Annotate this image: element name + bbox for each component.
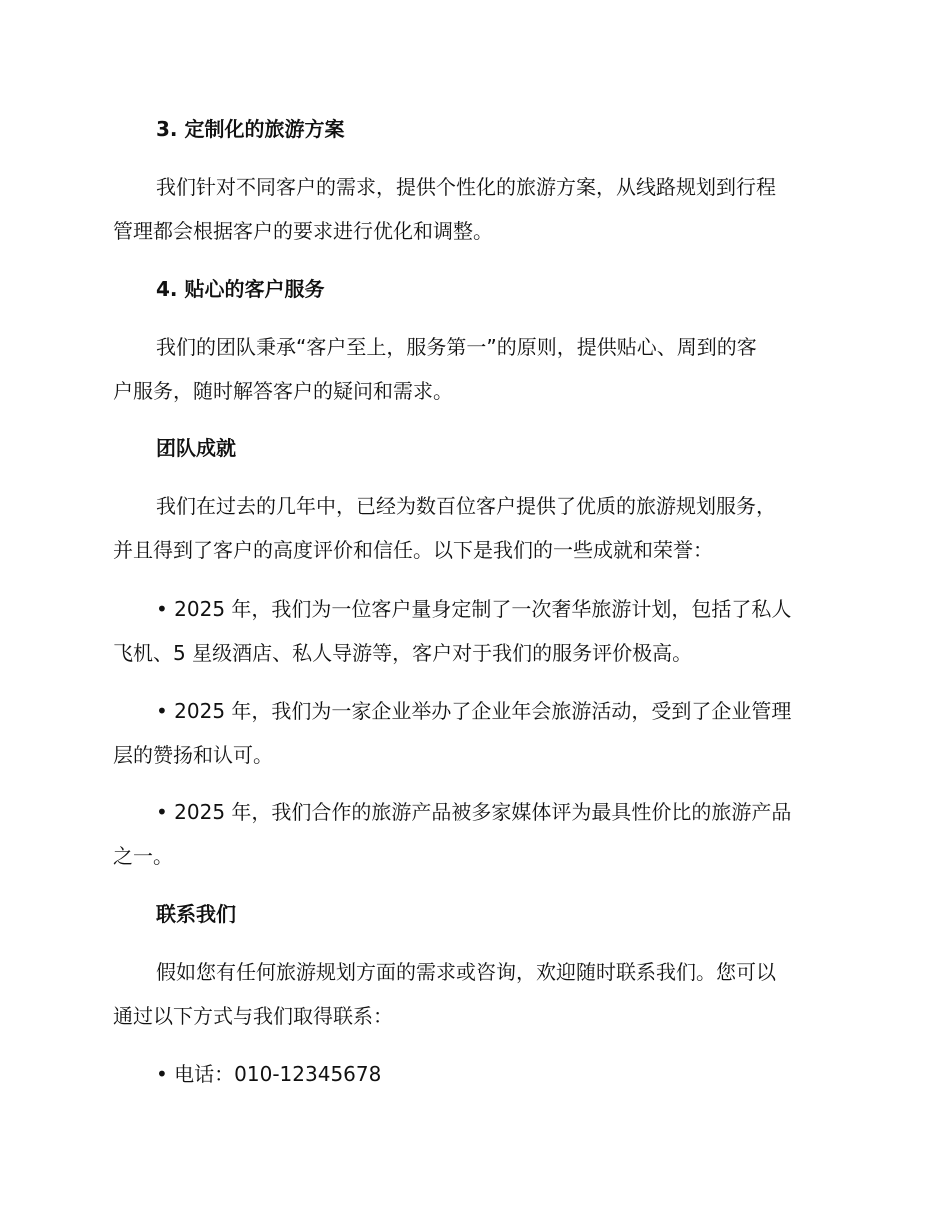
paragraph-line: 假如您有任何旅游规划方面的需求或咨询，欢迎随时联系我们。您可以 xyxy=(156,960,776,984)
paragraph-line: 管理都会根据客户的要求进行优化和调整。 xyxy=(113,219,493,243)
paragraph-team-achievements xyxy=(113,484,837,572)
section-heading-customized-plans: 3. 定制化的旅游方案 xyxy=(156,117,345,141)
paragraph-line: 通过以下方式与我们取得联系： xyxy=(113,1004,393,1028)
paragraph-customized-plans xyxy=(113,165,837,253)
achievement-line: 之一。 xyxy=(113,844,173,868)
achievement-item xyxy=(113,689,837,777)
paragraph-line: 并且得到了客户的高度评价和信任。以下是我们的一些成就和荣誉： xyxy=(113,538,713,562)
paragraph-contact-us xyxy=(113,950,837,1038)
achievement-line: • 2025 年，我们为一家企业举办了企业年会旅游活动，受到了企业管理 xyxy=(156,699,792,723)
paragraph-line: 我们的团队秉承“客户至上，服务第一”的原则，提供贴心、周到的客 xyxy=(156,335,757,359)
achievement-item xyxy=(113,587,837,675)
achievement-line: 层的赞扬和认可。 xyxy=(113,743,273,767)
paragraph-line: 我们在过去的几年中，已经为数百位客户提供了优质的旅游规划服务， xyxy=(156,494,776,518)
achievement-item xyxy=(113,790,837,878)
achievement-line: • 2025 年，我们合作的旅游产品被多家媒体评为最具性价比的旅游产品 xyxy=(156,800,792,824)
achievement-line: • 2025 年，我们为一位客户量身定制了一次奢华旅游计划，包括了私人 xyxy=(156,597,792,621)
paragraph-line: 户服务，随时解答客户的疑问和需求。 xyxy=(113,379,453,403)
paragraph-line: 我们针对不同客户的需求，提供个性化的旅游方案，从线路规划到行程 xyxy=(156,175,776,199)
section-heading-customer-service: 4. 贴心的客户服务 xyxy=(156,277,325,301)
achievement-line: 飞机、5 星级酒店、私人导游等，客户对于我们的服务评价极高。 xyxy=(113,641,693,665)
paragraph-customer-service xyxy=(113,325,837,413)
section-heading-contact-us: 联系我们 xyxy=(156,902,236,926)
section-heading-team-achievements: 团队成就 xyxy=(156,436,236,460)
contact-phone-line: • 电话：010-12345678 xyxy=(156,1062,382,1086)
contact-phone-item xyxy=(113,1052,837,1096)
